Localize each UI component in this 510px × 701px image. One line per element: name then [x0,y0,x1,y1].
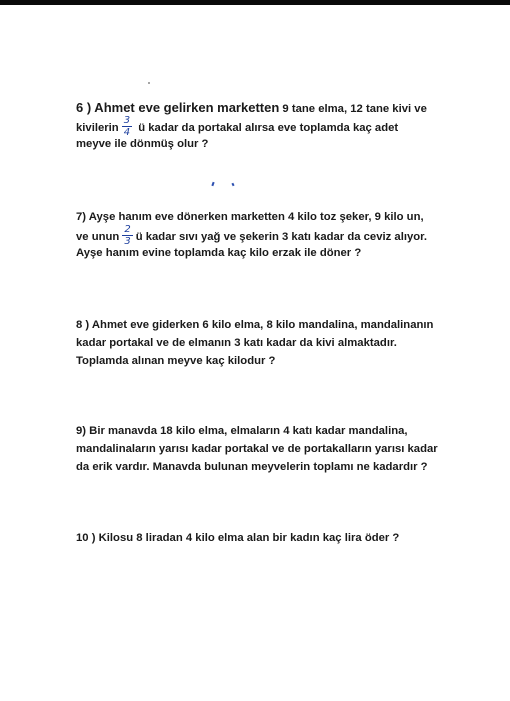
question-8-line-3: Toplamda alınan meyve kaç kilodur ? [76,355,276,367]
question-8 [76,316,476,370]
question-7-text-a: ve unun [76,230,120,243]
question-7-line-1: 7) Ayşe hanım eve dönerken marketten 4 kilo toz şeker, 9 kilo un, [76,211,424,223]
question-6-text-b: marketten [217,100,280,115]
fraction-numerator: 2 [124,224,131,235]
question-9-line-3: da erik vardır. Manavda bulunan meyvelerin toplamı ne kadardır ? [76,461,428,473]
question-6-text-d: kivilerin [76,121,119,134]
stray-ink-marks [210,181,240,189]
question-10 [76,529,476,547]
question-6 [76,99,476,153]
question-9-line-1: 9) Bir manavda 18 kilo elma, elmaların 4 katı kadar mandalina, [76,425,408,437]
question-7-line-3: Ayşe hanım evine toplamda kaç kilo erzak ile döner ? [76,247,362,259]
question-6-line-3: meyve ile dönmüş olur ? [76,138,209,150]
ink-mark [231,183,234,187]
pencil-dot [148,82,150,84]
scan-top-border [0,0,510,5]
fraction-denominator: 3 [124,236,131,247]
ink-mark [211,182,214,186]
question-7-line-2 [76,224,476,247]
question-6-text-a: 6 ) Ahmet eve gelirken [76,100,218,115]
question-7-text-b: ü kadar sıvı yağ ve şekerin 3 katı kadar da ceviz alıyor. [135,230,428,243]
question-7 [76,208,476,262]
question-8-line-1: 8 ) Ahmet eve giderken 6 kilo elma, 8 kilo mandalina, mandalinanın [76,319,434,331]
handwritten-fraction-3-4 [122,116,132,138]
fraction-denominator: 4 [123,127,131,138]
handwritten-fraction-2-3 [122,225,132,247]
question-6-text-c: 9 tane elma, 12 tane kivi ve [279,103,427,115]
question-6-line-2 [76,115,476,138]
question-9 [76,422,476,476]
question-9-line-2: mandalinaların yarısı kadar portakal ve de portakalların yarısı kadar [76,443,438,455]
question-10-line-1: 10 ) Kilosu 8 liradan 4 kilo elma alan bir kadın kaç lira öder ? [76,532,400,544]
question-6-text-e: ü kadar da portakal alırsa eve toplamda kaç adet [135,121,399,134]
question-6-line-1 [76,99,476,117]
fraction-numerator: 3 [123,115,131,126]
question-8-line-2: kadar portakal ve de elmanın 3 katı kadar da kivi almaktadır. [76,337,397,349]
